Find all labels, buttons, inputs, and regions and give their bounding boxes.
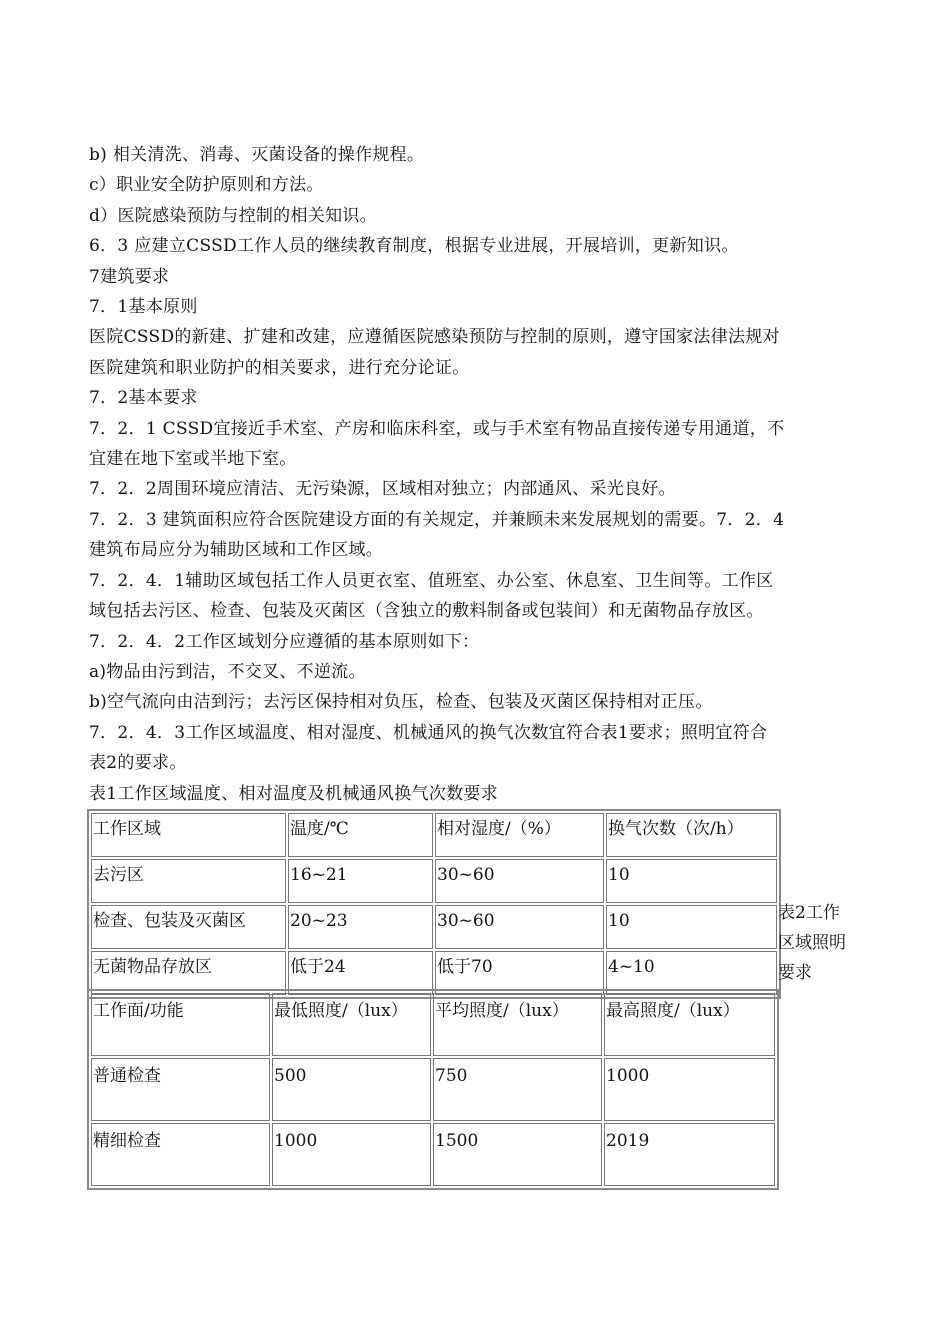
- text-line: 7．2．3 建筑面积应符合医院建设方面的有关规定，并兼顾未来发展规划的需要。7．2．4: [89, 509, 785, 530]
- table-cell: 750: [433, 1058, 602, 1121]
- table-header-cell: 换气次数（次/h）: [606, 813, 777, 857]
- table-cell: 500: [272, 1058, 431, 1121]
- table-cell: 精细检查: [91, 1123, 270, 1186]
- subsection-heading: 7．2基本要求: [89, 388, 198, 409]
- table-cell: 去污区: [91, 859, 286, 903]
- table-cell: 1000: [272, 1123, 431, 1186]
- table-cell: 检查、包装及灭菌区: [91, 905, 286, 949]
- text-line: 表2的要求。: [89, 753, 187, 774]
- text-line: b) 相关清洗、消毒、灭菌设备的操作规程。: [89, 145, 425, 165]
- table-cell: 普通检查: [91, 1058, 270, 1121]
- subsection-heading: 7．1基本原则: [89, 297, 198, 318]
- table-cell: 2019: [604, 1123, 775, 1186]
- table-cell: 低于24: [288, 951, 433, 995]
- table-cell: 1500: [433, 1123, 602, 1186]
- text-line: a)物品由污到洁，不交叉、不逆流。: [89, 661, 366, 682]
- table-cell: 16~21: [288, 859, 433, 903]
- text-line: 医院CSSD的新建、扩建和改建，应遵循医院感染预防与控制的原则，遵守国家法律法规对: [89, 327, 780, 348]
- table-header-cell: 工作区域: [91, 813, 286, 857]
- text-line: 7．2．4．2工作区域划分应遵循的基本原则如下：: [89, 631, 480, 652]
- table-header-row: [91, 813, 777, 857]
- table-header-cell: 最低照度/（lux）: [272, 993, 431, 1056]
- table-row: [91, 1123, 775, 1186]
- table1-caption: 表1工作区域温度、相对温度及机械通风换气次数要求: [89, 783, 499, 804]
- table-header-row: [91, 993, 775, 1056]
- table-row: [91, 1058, 775, 1121]
- text-line: 6．3 应建立CSSD工作人员的继续教育制度，根据专业进展，开展培训，更新知识。: [89, 236, 739, 257]
- table-header-cell: 相对湿度/（%）: [435, 813, 604, 857]
- table-cell: 无菌物品存放区: [91, 951, 286, 995]
- table-row: [91, 905, 777, 949]
- text-line: 宜建在地下室或半地下室。: [89, 449, 297, 470]
- text-line: 7．2．2周围环境应清洁、无污染源，区域相对独立；内部通风、采光良好。: [89, 479, 676, 500]
- table-row: [91, 859, 777, 903]
- text-line: 建筑布局应分为辅助区域和工作区域。: [89, 540, 384, 561]
- table2: [87, 989, 779, 1190]
- table-header-cell: 工作面/功能: [91, 993, 270, 1056]
- text-line: 7．2．4．3工作区域温度、相对湿度、机械通风的换气次数宜符合表1要求；照明宜符合: [89, 722, 768, 743]
- text-line: 医院建筑和职业防护的相关要求，进行充分论证。: [89, 357, 470, 378]
- text-line: b)空气流向由洁到污；去污区保持相对负压，检查、包装及灭菌区保持相对正压。: [89, 692, 713, 713]
- table-cell: 30~60: [435, 905, 604, 949]
- table-cell: 10: [606, 905, 777, 949]
- document-body: [89, 140, 859, 809]
- text-line: 7．2．4．1辅助区域包括工作人员更衣室、值班室、办公室、休息室、卫生间等。工作区: [89, 570, 774, 591]
- table-cell: 30~60: [435, 859, 604, 903]
- table2-caption: 表2工作区域照明要求: [778, 903, 846, 983]
- table-cell: 20~23: [288, 905, 433, 949]
- table1: [87, 809, 781, 999]
- table-cell: 1000: [604, 1058, 775, 1121]
- table-header-cell: 温度/℃: [288, 813, 433, 857]
- text-line: 7．2．1 CSSD宜接近手术室、产房和临床科室，或与手术室有物品直接传递专用通道，不: [89, 418, 785, 439]
- text-line: d）医院感染预防与控制的相关知识。: [89, 205, 377, 226]
- table-header-cell: 平均照度/（lux）: [433, 993, 602, 1056]
- table-header-cell: 最高照度/（lux）: [604, 993, 775, 1056]
- text-line: 域包括去污区、检查、包装及灭菌区（含独立的敷料制备或包装间）和无菌物品存放区。: [89, 601, 764, 622]
- table-cell: 4~10: [606, 951, 777, 995]
- table-cell: 10: [606, 859, 777, 903]
- table-cell: 低于70: [435, 951, 604, 995]
- section-heading: 7建筑要求: [89, 266, 170, 287]
- text-line: c）职业安全防护原则和方法。: [89, 175, 324, 196]
